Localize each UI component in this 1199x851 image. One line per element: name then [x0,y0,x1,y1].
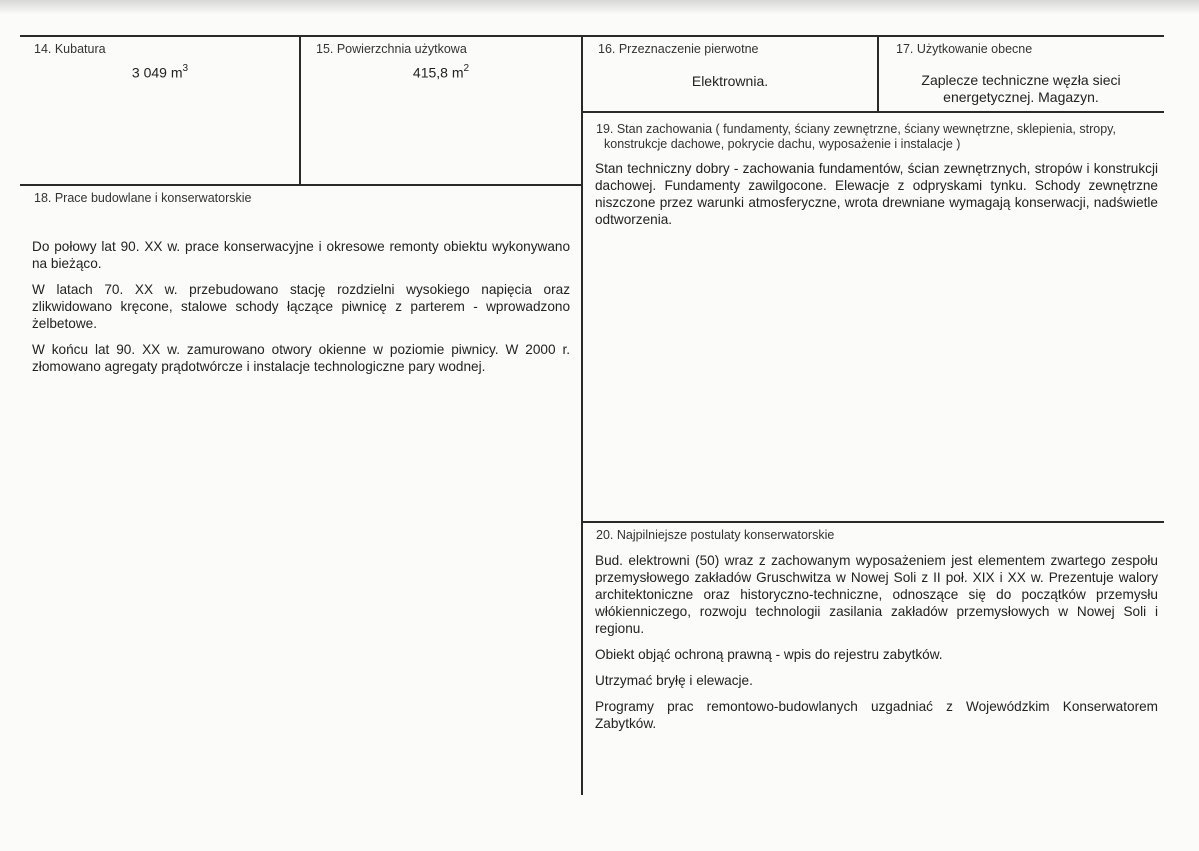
area-unit-exponent: 2 [463,63,470,74]
field-17-label: 17. Użytkowanie obecne [896,42,1033,56]
field-19-paragraph: Stan techniczny dobry - zachowania fundamentów, ścian zewnętrznych, stropów i konstrukcji dachowej. Fundamenty zawilgocone. Elewacje z odpryskami tynku. Schody zewnętrzne niszczone przez warunki atmosferyczne, wrota drewniane wymagają konserwacji, nadświetle odtworzenia. [595,161,1158,227]
field-18-paragraph: W latach 70. XX w. przebudowano stację rozdzielni wysokiego napięcia oraz zlikwidowano kręcone, stalowe schody łączące piwnicę z parterem - wprowadzono żelbetowe. [32,282,570,331]
usable-area-value: 415,8 m [412,64,464,81]
line-above-18 [20,184,583,186]
field-19-label-line2: konstrukcje dachowe, pokrycie dachu, wyposażenie i instalacje ) [604,137,961,151]
field-18-paragraph: W końcu lat 90. XX w. zamurowano otwory okienne w poziomie piwnicy. W 2000 r. złomowano agregaty prądotwórcze i instalacje technologiczne pary wodnej. [32,342,570,374]
field-20-paragraph: Utrzymać bryłę i elewacje. [595,673,753,688]
field-18-text [32,238,570,384]
field-20-paragraph: Bud. elektrowni (50) wraz z zachowanym wyposażeniem jest elementem zwartego zespołu przemysłowego zakładów Gruschwitza w Nowej Soli z II poł. XIX i XX w. Prezentuje walory architektoniczne oraz historyczno-techniczne, odnoszące się do początków przemysłu włókienniczego, rozwoju technologii zasilania zakładów przemysłowych w Nowej Soli i regionu. [595,553,1158,636]
cubature-value: 3 049 m [131,64,183,81]
center-divider [581,35,583,795]
field-18-paragraph: Do połowy lat 90. XX w. prace konserwacyjne i okresowe remonty obiektu wykonywano na bieżąco. [32,239,570,271]
field-15-label: 15. Powierzchnia użytkowa [316,42,467,56]
field-15-value [300,64,582,81]
field-20-paragraph: Obiekt objąć ochroną prawną - wpis do rejestru zabytków. [595,647,943,662]
field-14-label: 14. Kubatura [34,42,106,56]
divider-14-15 [299,35,301,185]
field-20-label: 20. Najpilniejsze postulaty konserwatorskie [596,528,835,542]
top-border [20,35,1164,37]
field-14-value [20,64,300,81]
field-19-label-line1: 19. Stan zachowania ( fundamenty, ściany zewnętrzne, ściany wewnętrzne, sklepienia, stropy, [596,122,1116,136]
line-above-20 [581,521,1164,523]
field-18-label: 18. Prace budowlane i konserwatorskie [34,191,252,205]
field-16-value: Elektrownia. [691,73,769,89]
field-20-text [595,552,1158,741]
field-17-value [878,72,1164,106]
field-19-text [595,160,1158,237]
field-20-paragraph: Programy prac remontowo-budowlanych uzgadniać z Wojewódzkim Konserwatorem Zabytków. [595,699,1158,731]
field-17-value-line1: Zaplecze techniczne węzła sieci [921,72,1121,88]
field-19-label [596,122,1116,152]
field-16-label: 16. Przeznaczenie pierwotne [598,42,759,56]
line-under-16-17 [581,111,1164,113]
field-17-value-line2: energetycznej. Magazyn. [943,89,1099,105]
cubature-unit-exponent: 3 [182,63,189,74]
